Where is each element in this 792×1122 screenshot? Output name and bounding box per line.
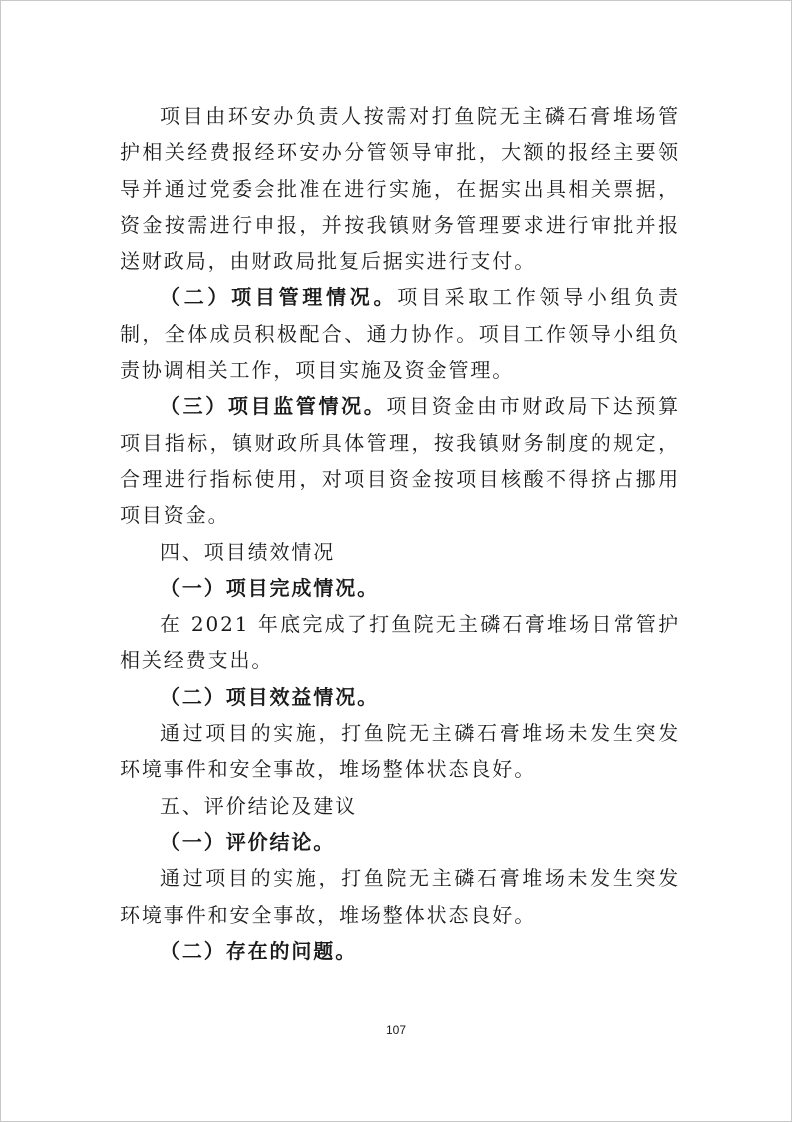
document-body [120, 98, 680, 969]
heading-text: （一）项目完成情况。 [160, 575, 379, 600]
heading-text: 四、项目绩效情况 [160, 539, 336, 564]
paragraph-text: 通过项目的实施，打鱼院无主磷石膏堆场未发生突发环境事件和安全事故，堆场整体状态良好。 [120, 866, 680, 927]
paragraph-funding-process [120, 98, 680, 279]
chapter-heading-conclusion [120, 788, 680, 824]
section-heading-issues [120, 933, 680, 969]
heading-text: （一）评价结论。 [160, 829, 336, 854]
section-heading-evaluation [120, 824, 680, 860]
paragraph-text: 项目由环安办负责人按需对打鱼院无主磷石膏堆场管护相关经费报经环安办分管领导审批，大额的报经主要领导并通过党委会批准在进行实施，在据实出具相关票据，资金按需进行申报，并按我镇财务管理要求进行审批并报送财政局，由财政局批复后据实进行支付。 [120, 104, 680, 274]
heading-text: 五、评价结论及建议 [160, 793, 358, 818]
paragraph-evaluation [120, 860, 680, 933]
paragraph-completion [120, 606, 680, 679]
paragraph-project-supervision [120, 388, 680, 533]
section-heading-benefit [120, 679, 680, 715]
section-heading-completion [120, 570, 680, 606]
section-heading: （三）项目监管情况。 [160, 394, 387, 419]
page-number: 107 [385, 1023, 407, 1037]
paragraph-text: 项目采取工作领导小组负责制，全体成员积极配合、通力协作。项目工作领导小组负责协调相关工作，项目实施及资金管理。 [120, 285, 680, 383]
paragraph-text: 通过项目的实施，打鱼院无主磷石膏堆场未发生突发环境事件和安全事故，堆场整体状态良好。 [120, 721, 680, 782]
paragraph-benefit [120, 715, 680, 788]
heading-text: （二）项目效益情况。 [160, 684, 379, 709]
chapter-heading-performance [120, 534, 680, 570]
section-heading: （二）项目管理情况。 [160, 285, 398, 310]
paragraph-text: 在 2021 年底完成了打鱼院无主磷石膏堆场日常管护相关经费支出。 [120, 612, 680, 673]
heading-text: （二）存在的问题。 [160, 938, 358, 963]
paragraph-text: 项目资金由市财政局下达预算项目指标，镇财政所具体管理，按我镇财务制度的规定，合理进行指标使用，对项目资金按项目核酸不得挤占挪用项目资金。 [120, 394, 681, 528]
paragraph-project-management [120, 279, 680, 388]
